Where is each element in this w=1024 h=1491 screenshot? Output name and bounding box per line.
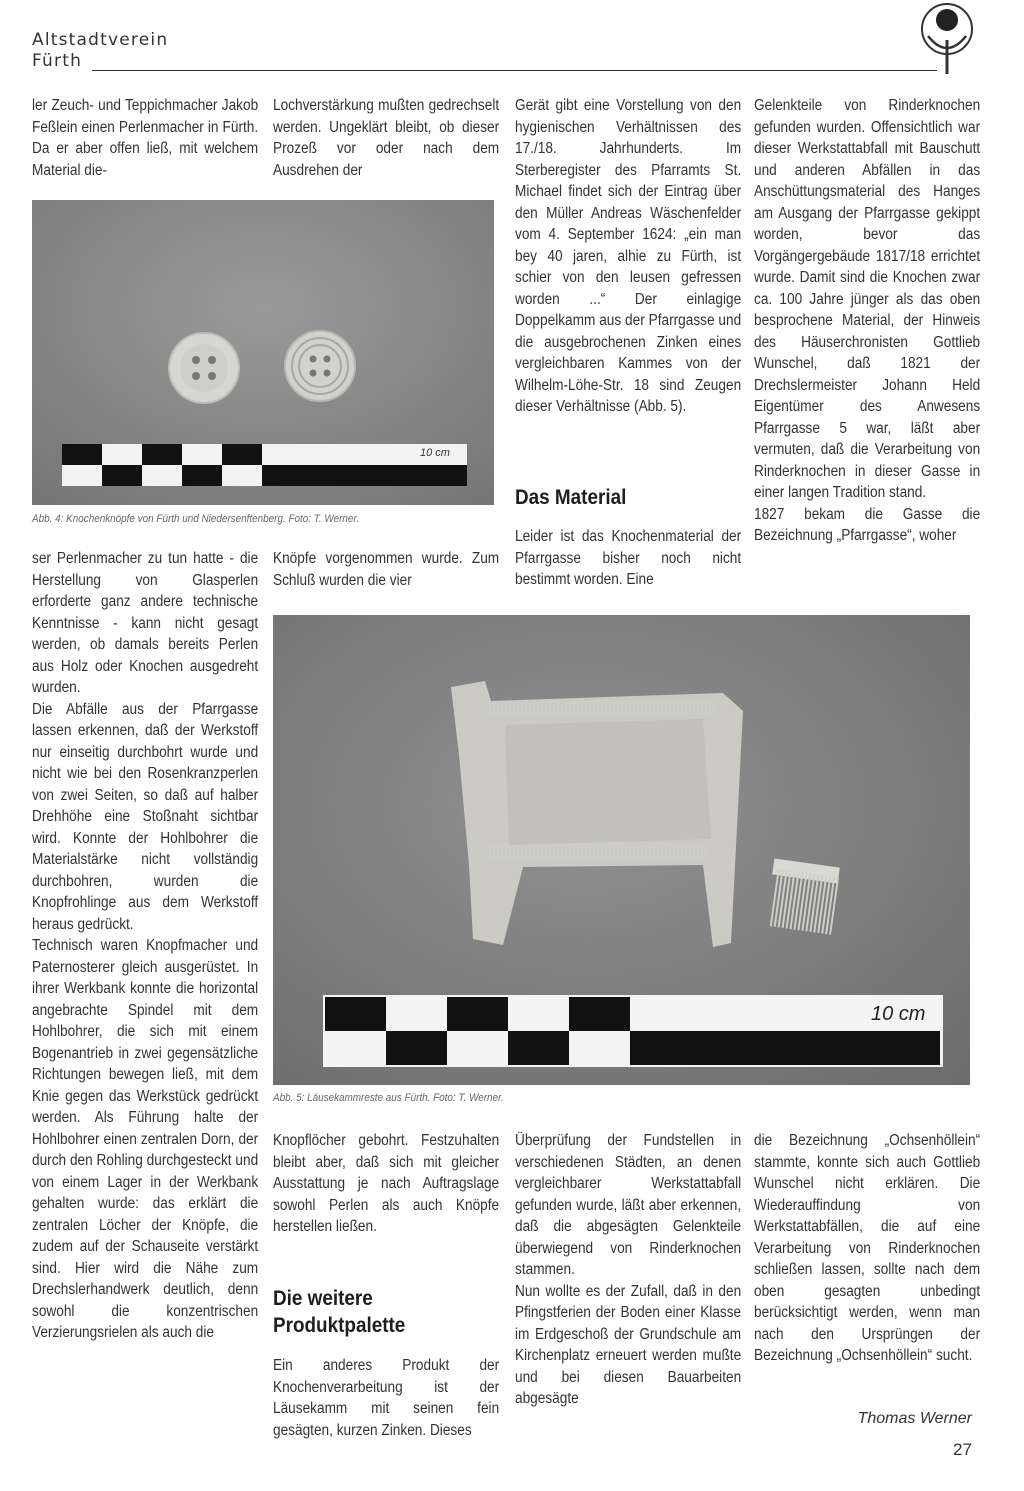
paragraph: Überprüfung der Fundstellen in verschiedenen Städten, an denen vergleichbarer Werkstattabfall gefunden wurde, läßt aber erkennen, daß die abgesägten Gelenkteile überwiegend von Rinderknochen stammen. — [515, 1132, 742, 1278]
measuring-scale — [323, 995, 943, 1067]
author-signature: Thomas Werner — [857, 1410, 972, 1427]
column-2-bottom — [273, 1130, 499, 1238]
figure-4-photo — [32, 200, 494, 505]
paragraph: Nun wollte es der Zufall, daß in den Pfingstferien der Boden einer Klasse im Erdgeschoß der Grundschule am Kirchenplatz erneuert werden mußte und bei diesen Bauarbeiten abgesägte — [515, 1282, 742, 1407]
figure-4-caption: Abb. 4: Knochenknöpfe von Fürth und Niedersenftenberg. Foto: T. Werner. — [32, 513, 360, 525]
paragraph: Ein anderes Produkt der Knochenverarbeitung ist der Läusekamm mit seinen fein gesägten, kurzen Zinken. Dieses — [273, 1357, 500, 1439]
publisher-name: Altstadtverein — [32, 30, 169, 50]
paragraph: 1827 bekam die Gasse die Bezeichnung „Pfarrgasse“, woher — [754, 505, 981, 544]
paragraph: ser Perlenmacher zu tun hatte - die Herstellung von Glasperlen erforderte ganz andere technische Kenntnisse - kann nicht gesagt werden, ob damals bereits Perlen aus Holz oder Knochen ausgedreht wurden. — [32, 550, 259, 696]
society-logo-icon — [918, 0, 976, 76]
publisher-header — [32, 30, 168, 72]
publisher-city: Fürth — [32, 51, 83, 71]
figure-5-photo — [273, 615, 970, 1085]
column-4-top — [754, 95, 980, 547]
section-heading-produktpalette: Die weitere Produktpalette — [273, 1287, 406, 1337]
header-rule — [92, 70, 937, 71]
column-2-middle — [273, 548, 499, 591]
bone-buttons-image — [32, 200, 494, 505]
figure-5-caption: Abb. 5: Läusekammreste aus Fürth. Foto: T. Werner. — [273, 1092, 504, 1104]
paragraph: Lochverstärkung mußten gedrechselt werden. Ungeklärt bleibt, ob dieser Prozeß vor oder nach dem Ausdrehen der — [273, 97, 500, 179]
lice-comb-image — [273, 615, 970, 1085]
bone-button-decorated — [285, 331, 355, 401]
paragraph: Die Abfälle aus der Pfarrgasse lassen erkennen, daß der Werkstoff nur einseitig durchbohrt wurde und nicht wie bei den Rosenkranzperlen von zwei Seiten, so daß auf halber Drehhöhe eine Stoßnaht sichtbar wird. Konnte der Hohlbohrer die Materialstärke nicht vollständig durchbohren, wurden die Knopfrohlinge aus dem Werkstoff heraus gedrückt. — [32, 700, 259, 933]
column-3-top — [515, 95, 741, 418]
paragraph: Gelenkteile von Rinderknochen gefunden wurden. Offensichtlich war dieser Werkstattabfall mit Bauschutt und anderen Abfällen in das Anschüttungsmaterial des Hanges am Ausgang der Pfarrgasse gekippt worden, bevor das Vorgängergebäude 1817/18 errichtet wurde. Damit sind die Knochen zwar ca. 100 Jahre jünger als das oben besprochene Material, der Hinweis des Häuserchronisten Gottlieb Wunschel, daß 1821 der Drechslermeister Johann Held Eigentümer des Anwesens Pfarrgasse 5 war, läßt aber vermuten, daß die Verarbeitung von Rinderknochen in dieser Gasse in einer langen Tradition stand. — [754, 97, 981, 501]
paragraph: Leider ist das Knochenmaterial der Pfarrgasse bisher noch nicht bestimmt worden. Eine — [515, 528, 742, 588]
paragraph: Knopflöcher gebohrt. Festzuhalten bleibt aber, daß sich mit gleicher Ausstattung je nach Auftragslage sowohl Perlen als auch Knöpfe herstellen ließen. — [273, 1132, 500, 1235]
column-2-end — [273, 1355, 499, 1441]
bone-button — [169, 333, 239, 403]
paragraph: Gerät gibt eine Vorstellung von den hygienischen Verhältnissen des 17./18. Jahrhunderts. Im Sterberegister des Pfarramts St. Michael findet sich der Eintrag über den Müller Andreas Wäschenfelder vom 4. September 1624: „ein man bey 40 jaren, alhie zu Fürth, ist schier von den leusen gefressen worden ...“ Der einlagige Doppelkamm aus der Pfarrgasse und die ausgebrochenen Zinken eines vergleichbaren Kammes von der Wilhelm-Löhe-Str. 18 sind Zeugen dieser Verhältnisse (Abb. 5). — [515, 97, 742, 415]
paragraph: Knöpfe vorgenommen wurde. Zum Schluß wurden die vier — [273, 550, 500, 589]
scale-label: 10 cm — [871, 1003, 926, 1025]
page-number: 27 — [953, 1440, 972, 1459]
paragraph: die Bezeichnung „Ochsenhöllein“ stammte, konnte sich auch Gottlieb Wunschel nicht erklären. Die Wiederauffindung von Werkstattabfällen, die auf eine Verarbeitung von Rinderknochen schließen lassen, sollte nach dem oben gesagten unbedingt berücksichtigt werden, wenn man nach den Ursprüngen der Bezeichnung „Ochsenhöllein“ sucht. — [754, 1132, 981, 1364]
scale-label: 10 cm — [420, 447, 450, 459]
comb-teeth-fragment — [770, 858, 840, 934]
measuring-scale — [62, 444, 467, 486]
paragraph: ler Zeuch- und Teppichmacher Jakob Feßlein einen Perlenmacher in Fürth. Da er aber offen ließ, mit welchem Material die- — [32, 97, 259, 179]
column-1-top — [32, 95, 258, 181]
column-3-middle — [515, 526, 741, 591]
paragraph: Technisch waren Knopfmacher und Paternosterer gleich ausgerüstet. In ihrer Werkbank konnte die horizontal angebrachte Spindel mit dem Hohlbohrer, die sich mit einem Bogenantrieb in zwei gegensätzliche Richtungen bewegen ließ, mit dem Knie gegen das Werkstück gedrückt werden. Als Führung halte der Hohlbohrer einen zentralen Dorn, der durch den Rohling durchgesteckt und von einem Lager in der Werkbank gehalten wurde: das erklärt die zentralen Löcher der Knöpfe, die zudem auf der Schauseite verstärkt sind. Hier wird die Nähe zum Drechslerhandwerk deutlich, denn sowohl die konzentrischen Verzierungsrielen als auch die — [32, 937, 259, 1341]
column-4-bottom — [754, 1130, 980, 1367]
column-3-bottom — [515, 1130, 741, 1410]
column-1-main — [32, 548, 258, 1344]
section-heading-material: Das Material — [515, 486, 627, 509]
column-2-top — [273, 95, 499, 181]
